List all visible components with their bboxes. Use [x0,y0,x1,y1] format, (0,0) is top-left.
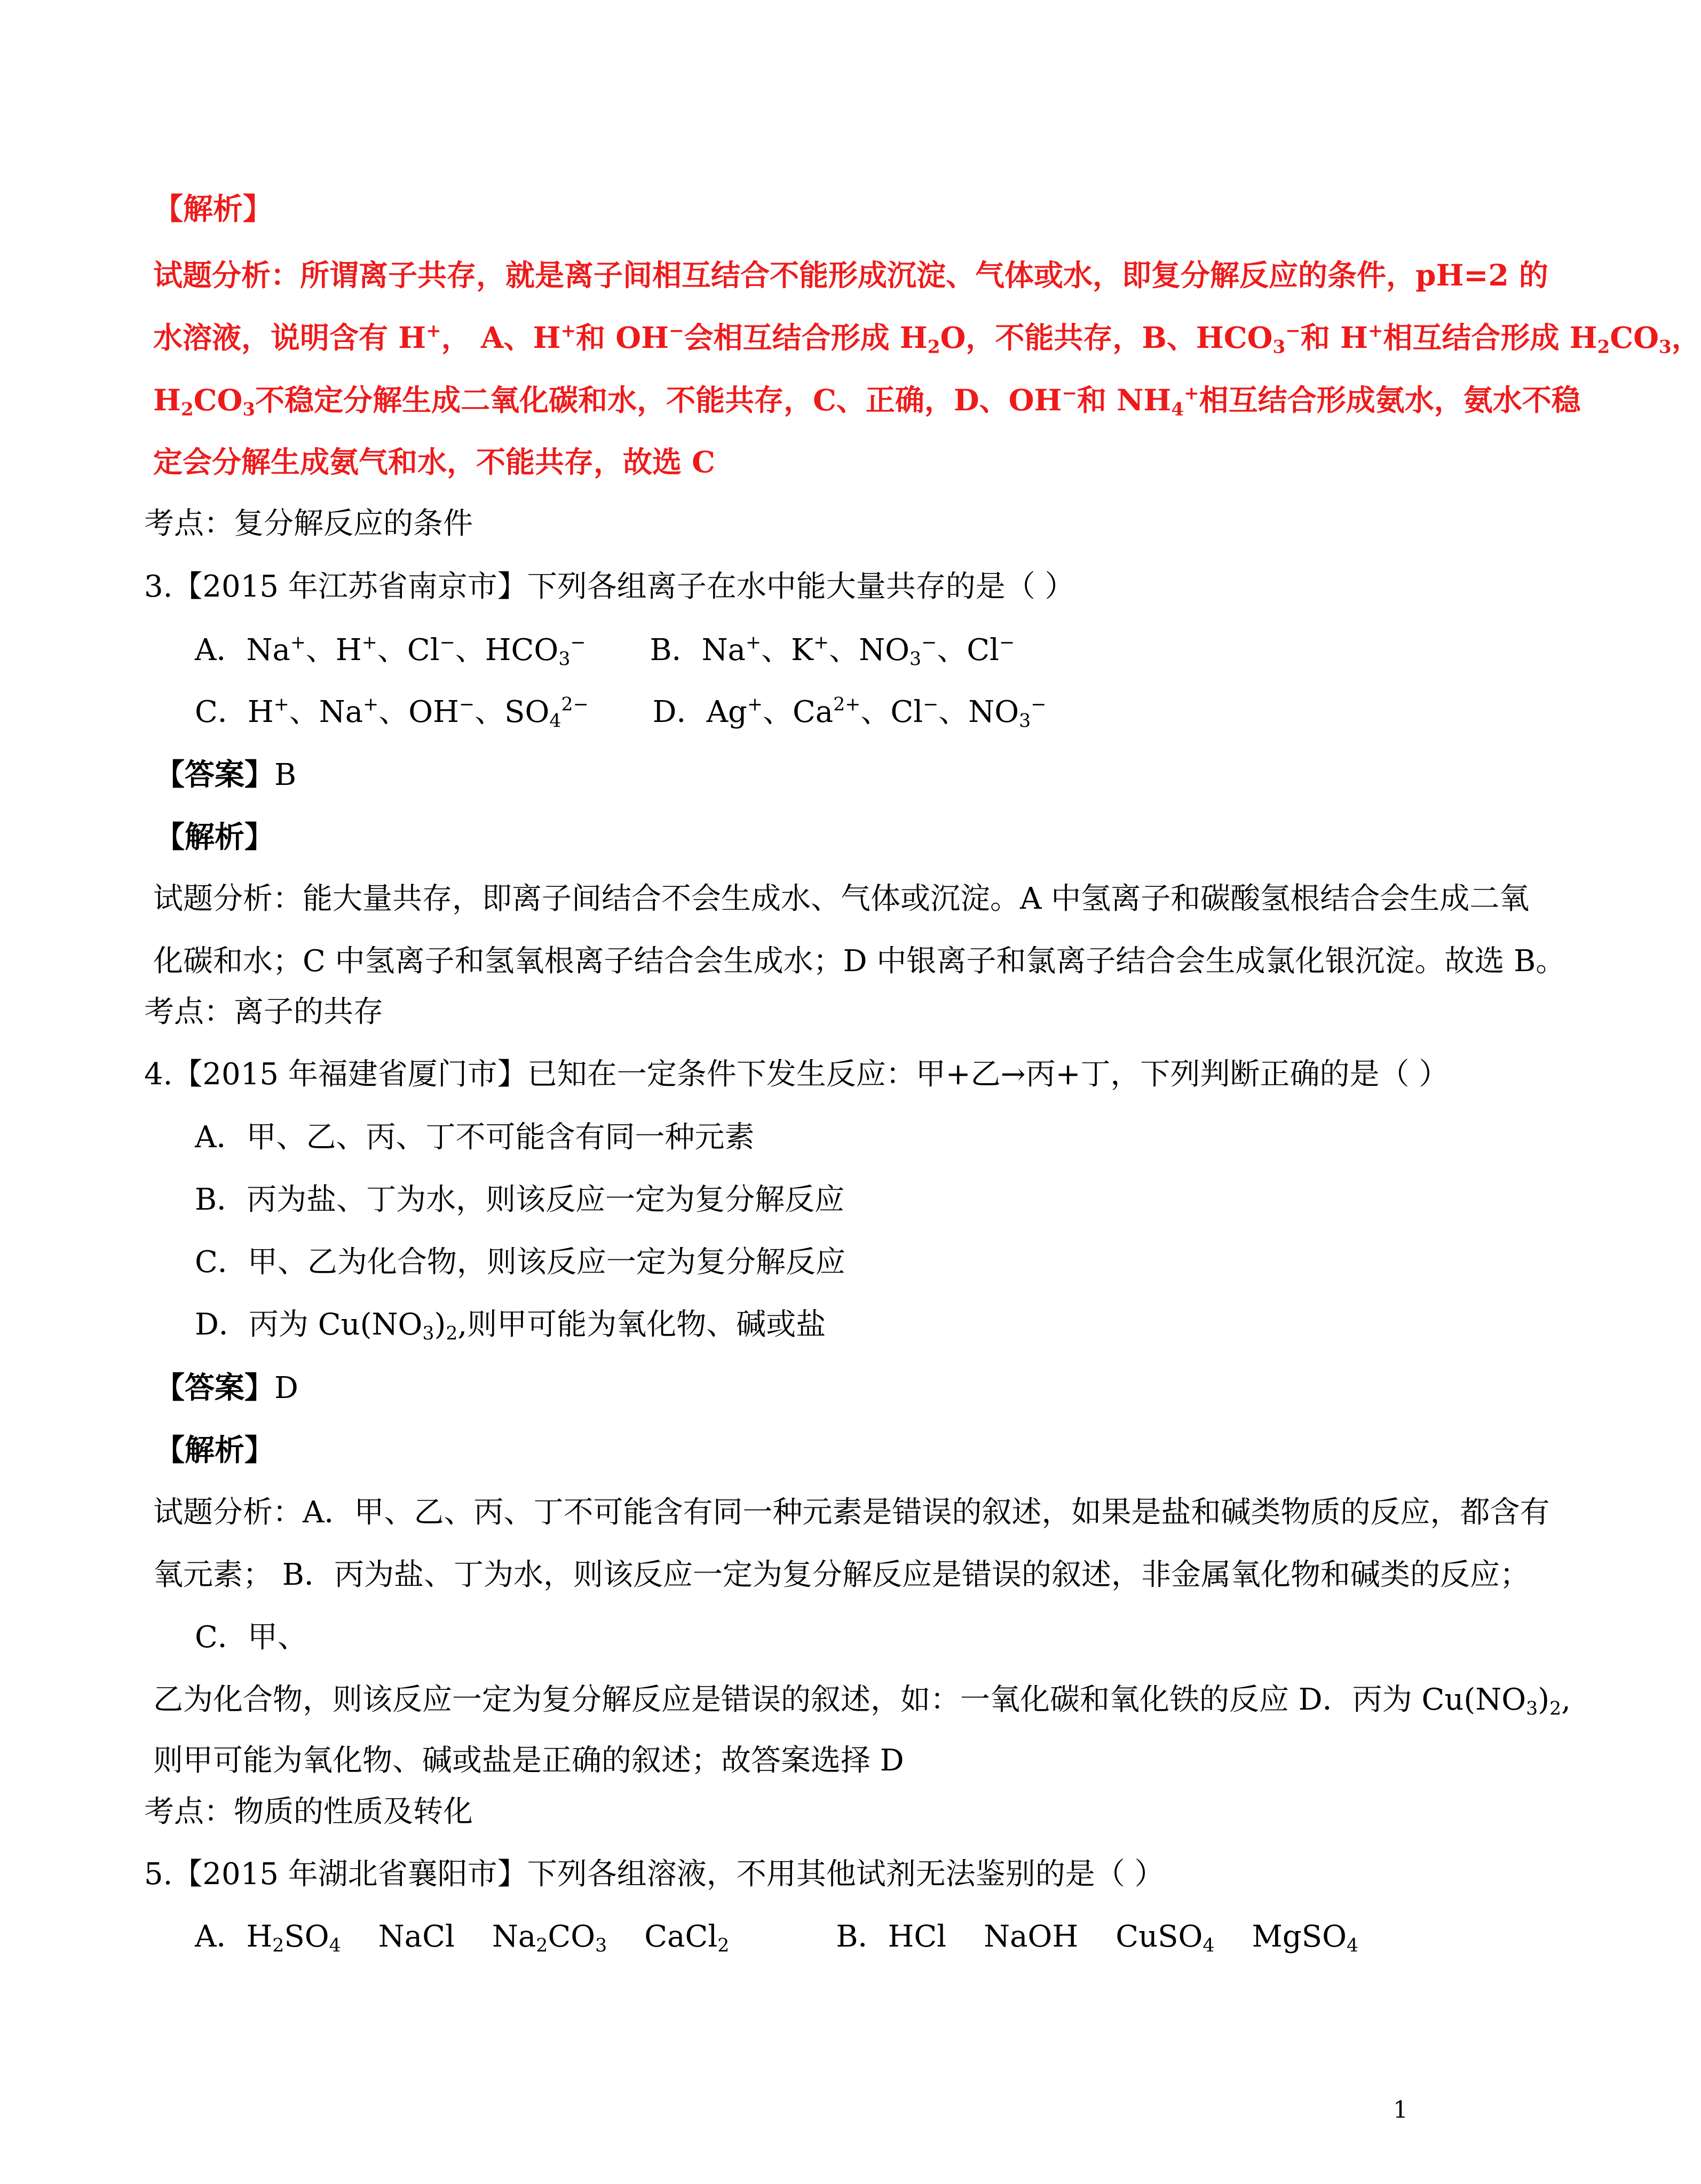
option-b: B．丙为盐、丁为水，则该反应一定为复分解反应 [195,1182,845,1217]
analysis-line: 水溶液，说明含有 H+， A、H+和 OH−会相互结合形成 $H_2O$，不能共存，B、$HCO_3^-$和 H+相互结合形成 $H_2CO_3$， [153,320,1701,358]
answer-line: 【答案】B [155,757,297,792]
analysis-line: 试题分析：所谓离子共存，就是离子间相互结合不能形成沉淀、气体或水，即复分解反应的条件，pH=2 的 [153,258,1548,292]
answer-value: B [274,758,297,792]
question-stem: 4.【2015 年福建省厦门市】已知在一定条件下发生反应：甲+乙→丙+丁，下列判断正确的是（ ） [144,1057,1449,1092]
option-d: D．Ag+、$Ca^{2+}$、Cl−、$NO_3^-$ [652,694,1047,732]
analysis-line: C．甲、 [195,1620,307,1655]
question-stem: 3.【2015 年江苏省南京市】下列各组离子在水中能大量共存的是（ ） [144,569,1075,604]
options-row [195,1919,1359,1957]
analysis-line: 试题分析：能大量共存，即离子间结合不会生成水、气体或沉淀。A 中氢离子和碳酸氢根结合会生成二氧 [153,881,1530,916]
options-row [195,694,1047,732]
option-a: A．甲、乙、丙、丁不可能含有同一种元素 [195,1120,755,1155]
analysis-line: 定会分解生成氨气和水，不能共存，故选 C [153,444,715,479]
option-c: C．H+、Na+、OH−、$SO_4^{2-}$ [195,694,589,732]
answer-value: D [274,1371,298,1405]
option-b: B．HCl NaOH CuSO$_4$ MgSO$_4$ [836,1919,1359,1957]
kaodian: 考点：离子的共存 [144,995,383,1029]
question-stem: 5.【2015 年湖北省襄阳市】下列各组溶液，不用其他试剂无法鉴别的是（ ） [144,1857,1165,1892]
kaodian: 考点：物质的性质及转化 [144,1794,473,1829]
analysis-line: 氧元素； B．丙为盐、丁为水，则该反应一定为复分解反应是错误的叙述，非金属氧化物和碱类的反应； [153,1558,1530,1592]
options-row [195,633,1015,668]
kaodian: 考点：复分解反应的条件 [144,506,473,541]
option-a: A．$H_2SO_4$ NaCl $Na_2CO_3$ CaCl$_2$ [195,1919,730,1957]
option-a: A．Na+、H+、Cl−、$HCO_3^-$ [195,632,586,670]
analysis-line: 试题分析：A．甲、乙、丙、丁不可能含有同一种元素是错误的叙述，如果是盐和碱类物质的反应，都含有 [153,1495,1550,1530]
option-b: B．Na+、K+、$NO_3^-$、Cl− [650,632,1015,670]
analysis-line: $H_2CO_3$不稳定分解生成二氧化碳和水，不能共存，C、正确，D、OH−和 $NH_4^+$相互结合形成氨水，氨水不稳 [153,382,1581,420]
analysis-line: 乙为化合物，则该反应一定为复分解反应是错误的叙述，如：一氧化碳和氧化铁的反应 D．丙为 $Cu(NO_3)_2$, [153,1682,1571,1720]
analysis-heading: 【解析】 [153,192,273,227]
page-number: 1 [1393,2096,1408,2124]
option-c: C．甲、乙为化合物，则该反应一定为复分解反应 [195,1245,845,1280]
answer-line: 【答案】D [155,1370,298,1405]
analysis-line: 则甲可能为氧化物、碱或盐是正确的叙述；故答案选择 D [153,1743,904,1778]
analysis-line: 化碳和水；C 中氢离子和氢氧根离子结合会生成水；D 中银离子和氯离子结合会生成氯化银沉淀。故选 B。 [153,944,1566,979]
option-d: D．丙为 $Cu(NO_3)_2$,则甲可能为氧化物、碱或盐 [195,1307,826,1345]
analysis-heading: 【解析】 [155,1433,274,1468]
analysis-heading: 【解析】 [155,820,274,855]
